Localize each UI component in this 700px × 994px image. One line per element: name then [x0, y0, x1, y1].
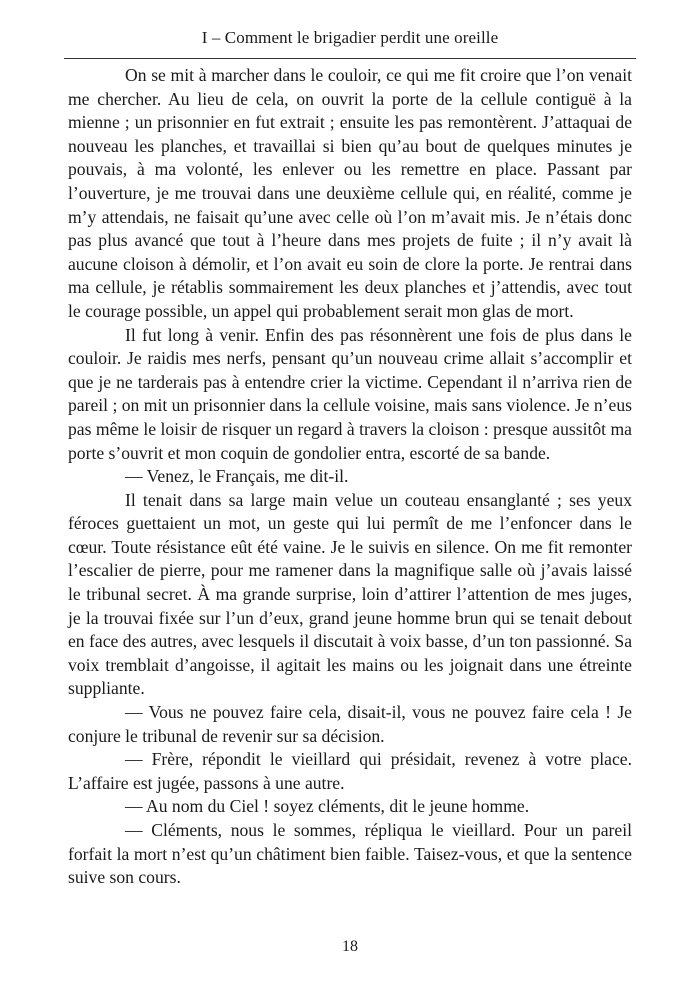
- body-text: [68, 64, 632, 890]
- paragraph: — Vous ne pouvez faire cela, disait-il, vous ne pouvez faire cela ! Je conjure le tribunal de revenir sur sa décision.: [68, 702, 632, 746]
- paragraph: — Frère, répondit le vieillard qui présidait, revenez à votre place. L’affaire est jugée, passons à une autre.: [68, 749, 632, 793]
- running-title: I – Comment le brigadier perdit une oreille: [201, 28, 499, 47]
- paragraph: — Au nom du Ciel ! soyez cléments, dit le jeune homme.: [125, 796, 530, 817]
- header-rule: [64, 58, 636, 59]
- paragraph: Il tenait dans sa large main velue un couteau ensanglanté ; ses yeux féroces guettaient un mot, un geste qui lui permît de me l’enfoncer dans le cœur. Toute résistance eût été vaine. Je le suivis en silence. On me fit remonter l’escalier de pierre, pour me ramener dans la magnifique salle où j’avais laissé le tribunal secret. À ma grande surprise, loin d’attirer l’attention de mes juges, je la trouvai fixée sur l’un d’eux, grand jeune homme brun qui se tenait debout en face des autres, avec lesquels il discutait à voix basse, d’un ton passionné. Sa voix tremblait d’angoisse, il agitait les mains ou les joignait dans une étreinte suppliante.: [68, 489, 632, 699]
- paragraph: — Cléments, nous le sommes, répliqua le vieillard. Pour un pareil forfait la mort n’est qu’un châtiment bien faible. Taisez-vous, et que la sentence suive son cours.: [68, 820, 632, 888]
- paragraph: On se mit à marcher dans le couloir, ce qui me fit croire que l’on venait me chercher. Au lieu de cela, on ouvrit la porte de la cellule contiguë à la mienne ; un prisonnier en fut extrait ; ensuite les pas remontèrent. J’attaquai de nouveau les planches, et travaillai si bien qu’au bout de quelques minutes je pouvais, à ma volonté, les enlever ou les remettre en place. Passant par l’ouverture, je me trouvai dans une deuxième cellule qui, en réalité, comme je m’y attendais, ne faisait qu’une avec celle où l’on m’avait mis. Je n’étais donc pas plus avancé que tout à l’heure dans mes projets de fuite ; il n’y avait là aucune cloison à démolir, et l’on avait eu soin de clore la porte. Je rentrai dans ma cellule, je rétablis sommairement les deux planches et j’attendis, avec tout le courage possible, un appel qui probablement serait mon glas de mort.: [68, 65, 632, 321]
- paragraph: — Venez, le Français, me dit-il.: [125, 466, 349, 487]
- page-number: 18: [342, 938, 358, 955]
- paragraph: Il fut long à venir. Enfin des pas résonnèrent une fois de plus dans le couloir. Je raidis mes nerfs, pensant qu’un nouveau crime allait s’accomplir et que je ne tarderais pas à entendre crier la victime. Cependant il n’arriva rien de pareil ; on mit un prisonnier dans la cellule voisine, mais sans violence. Je n’eus pas même le loisir de risquer un regard à travers la cloison : presque aussitôt ma porte s’ouvrit et mon coquin de gondolier entra, escorté de sa bande.: [68, 324, 632, 463]
